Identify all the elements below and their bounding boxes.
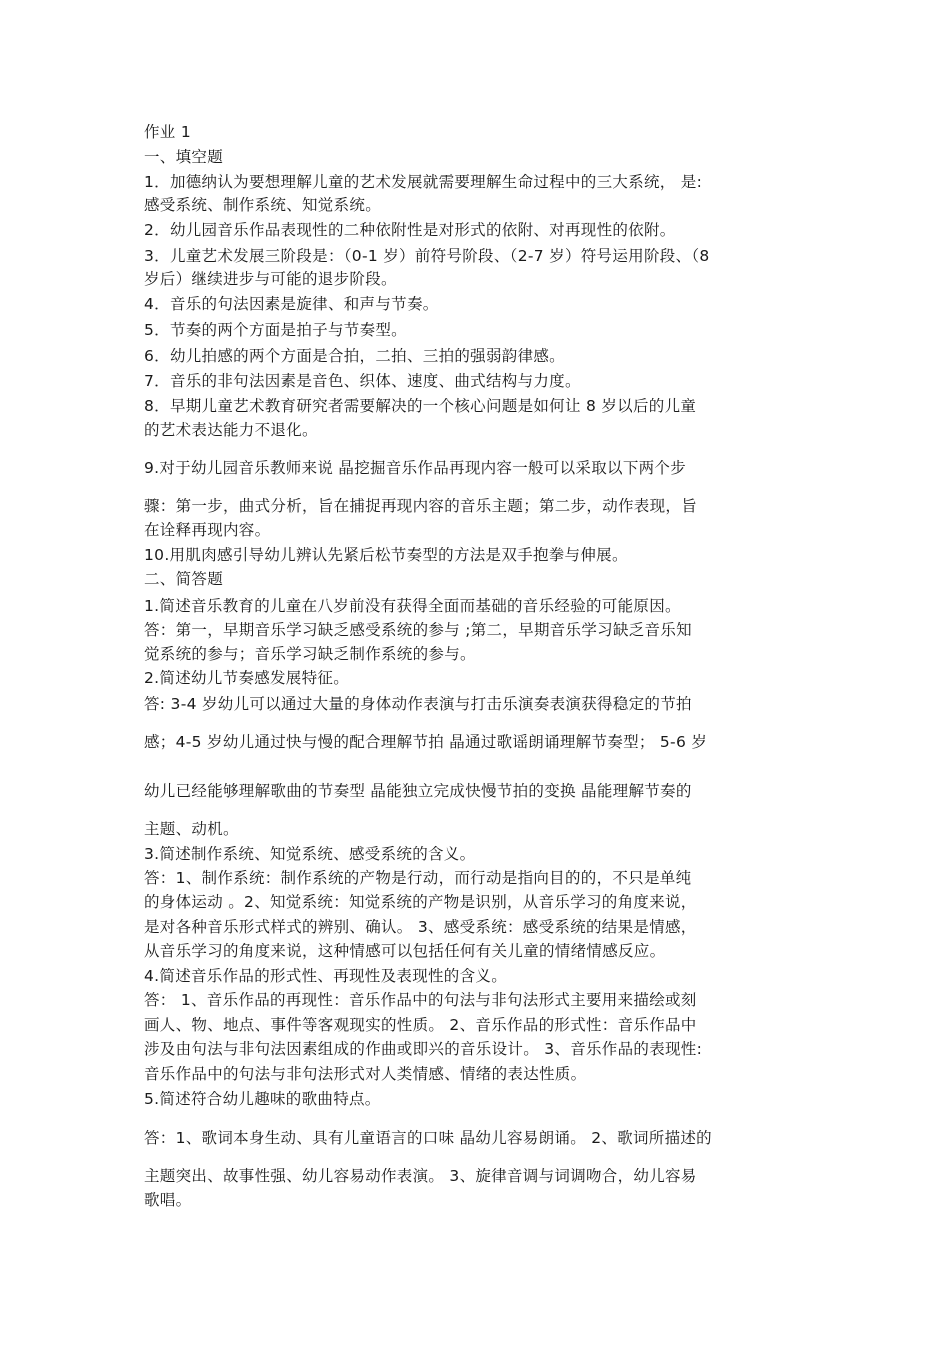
text-line: 主题突出、故事性强、幼儿容易动作表演。 3、旋律音调与词调吻合，幼儿容易 (144, 1167, 697, 1185)
text-line: 的身体运动 。2、知觉系统：知觉系统的产物是识别，从音乐学习的角度来说， (144, 893, 697, 911)
text-line: 3．儿童艺术发展三阶段是：（0-1 岁）前符号阶段、（2-7 岁）符号运用阶段、（8 (144, 247, 710, 265)
text-line: 9.对于幼儿园音乐教师来说 晶挖掘音乐作品再现内容一般可以采取以下两个步 (144, 459, 687, 477)
text-line: 音乐作品中的句法与非句法形式对人类情感、情绪的表达性质。 (144, 1065, 587, 1083)
text-line: 答：1、制作系统：制作系统的产物是行动，而行动是指向目的的，不只是单纯 (144, 869, 692, 887)
text-line: 6．幼儿拍感的两个方面是合拍，二拍、三拍的强弱韵律感。 (144, 347, 565, 365)
text-line: 作业 1 (144, 123, 191, 141)
text-line: 主题、动机。 (144, 820, 239, 838)
text-line: 答：第一，早期音乐学习缺乏感受系统的参与 ;第二，早期音乐学习缺乏音乐知 (144, 621, 692, 639)
text-line: 骤：第一步，曲式分析，旨在捕捉再现内容的音乐主题；第二步，动作表现，旨 (144, 497, 698, 515)
text-line: 5.简述符合幼儿趣味的歌曲特点。 (144, 1090, 381, 1108)
text-line: 一、填空题 (144, 148, 224, 166)
text-line: 是对各种音乐形式样式的辨别、确认。 3、感受系统：感受系统的结果是情感， (144, 918, 697, 936)
text-line: 3.简述制作系统、知觉系统、感受系统的含义。 (144, 845, 476, 863)
text-line: 5．节奏的两个方面是拍子与节奏型。 (144, 321, 407, 339)
text-line: 从音乐学习的角度来说，这种情感可以包括任何有关儿童的情绪情感反应。 (144, 942, 666, 960)
text-line: 1．加德纳认为要想理解儿童的艺术发展就需要理解生命过程中的三大系统， 是: (144, 173, 703, 191)
text-line: 觉系统的参与；音乐学习缺乏制作系统的参与。 (144, 645, 476, 663)
text-line: 2.简述幼儿节奏感发展特征。 (144, 669, 349, 687)
text-line: 8．早期儿童艺术教育研究者需要解决的一个核心问题是如何让 8 岁以后的儿童 (144, 397, 697, 415)
text-line: 的艺术表达能力不退化。 (144, 421, 318, 439)
text-line: 答：1、歌词本身生动、具有儿童语言的口味 晶幼儿容易朗诵。 2、歌词所描述的 (144, 1129, 712, 1147)
text-line: 答： 1、音乐作品的再现性：音乐作品中的句法与非句法形式主要用来描绘或刻 (144, 991, 697, 1009)
text-line: 感；4-5 岁幼儿通过快与慢的配合理解节拍 晶通过歌谣朗诵理解节奏型； 5-6 岁 (144, 733, 708, 751)
text-line: 10.用肌肉感引导幼儿辨认先紧后松节奏型的方法是双手抱拳与伸展。 (144, 546, 628, 564)
text-line: 涉及由句法与非句法因素组成的作曲或即兴的音乐设计。 3、音乐作品的表现性: (144, 1040, 703, 1058)
text-line: 歌唱。 (144, 1191, 192, 1209)
text-line: 幼儿已经能够理解歌曲的节奏型 晶能独立完成快慢节拍的变换 晶能理解节奏的 (144, 782, 692, 800)
text-line: 岁后）继续进步与可能的退步阶段。 (144, 270, 397, 288)
text-line: 7．音乐的非句法因素是音色、织体、速度、曲式结构与力度。 (144, 372, 581, 390)
text-line: 4．音乐的句法因素是旋律、和声与节奏。 (144, 295, 439, 313)
text-line: 2．幼儿园音乐作品表现性的二种依附性是对形式的依附、对再现性的依附。 (144, 221, 676, 239)
text-line: 4.简述音乐作品的形式性、再现性及表现性的含义。 (144, 967, 507, 985)
text-line: 答: 3-4 岁幼儿可以通过大量的身体动作表演与打击乐演奏表演获得稳定的节拍 (144, 695, 692, 713)
text-line: 在诠释再现内容。 (144, 521, 271, 539)
text-line: 二、简答题 (144, 570, 224, 588)
text-line: 感受系统、制作系统、知觉系统。 (144, 196, 382, 214)
text-line: 画人、物、地点、事件等客观现实的性质。 2、音乐作品的形式性：音乐作品中 (144, 1016, 697, 1034)
text-line: 1.简述音乐教育的儿童在八岁前没有获得全面而基础的音乐经验的可能原因。 (144, 597, 681, 615)
